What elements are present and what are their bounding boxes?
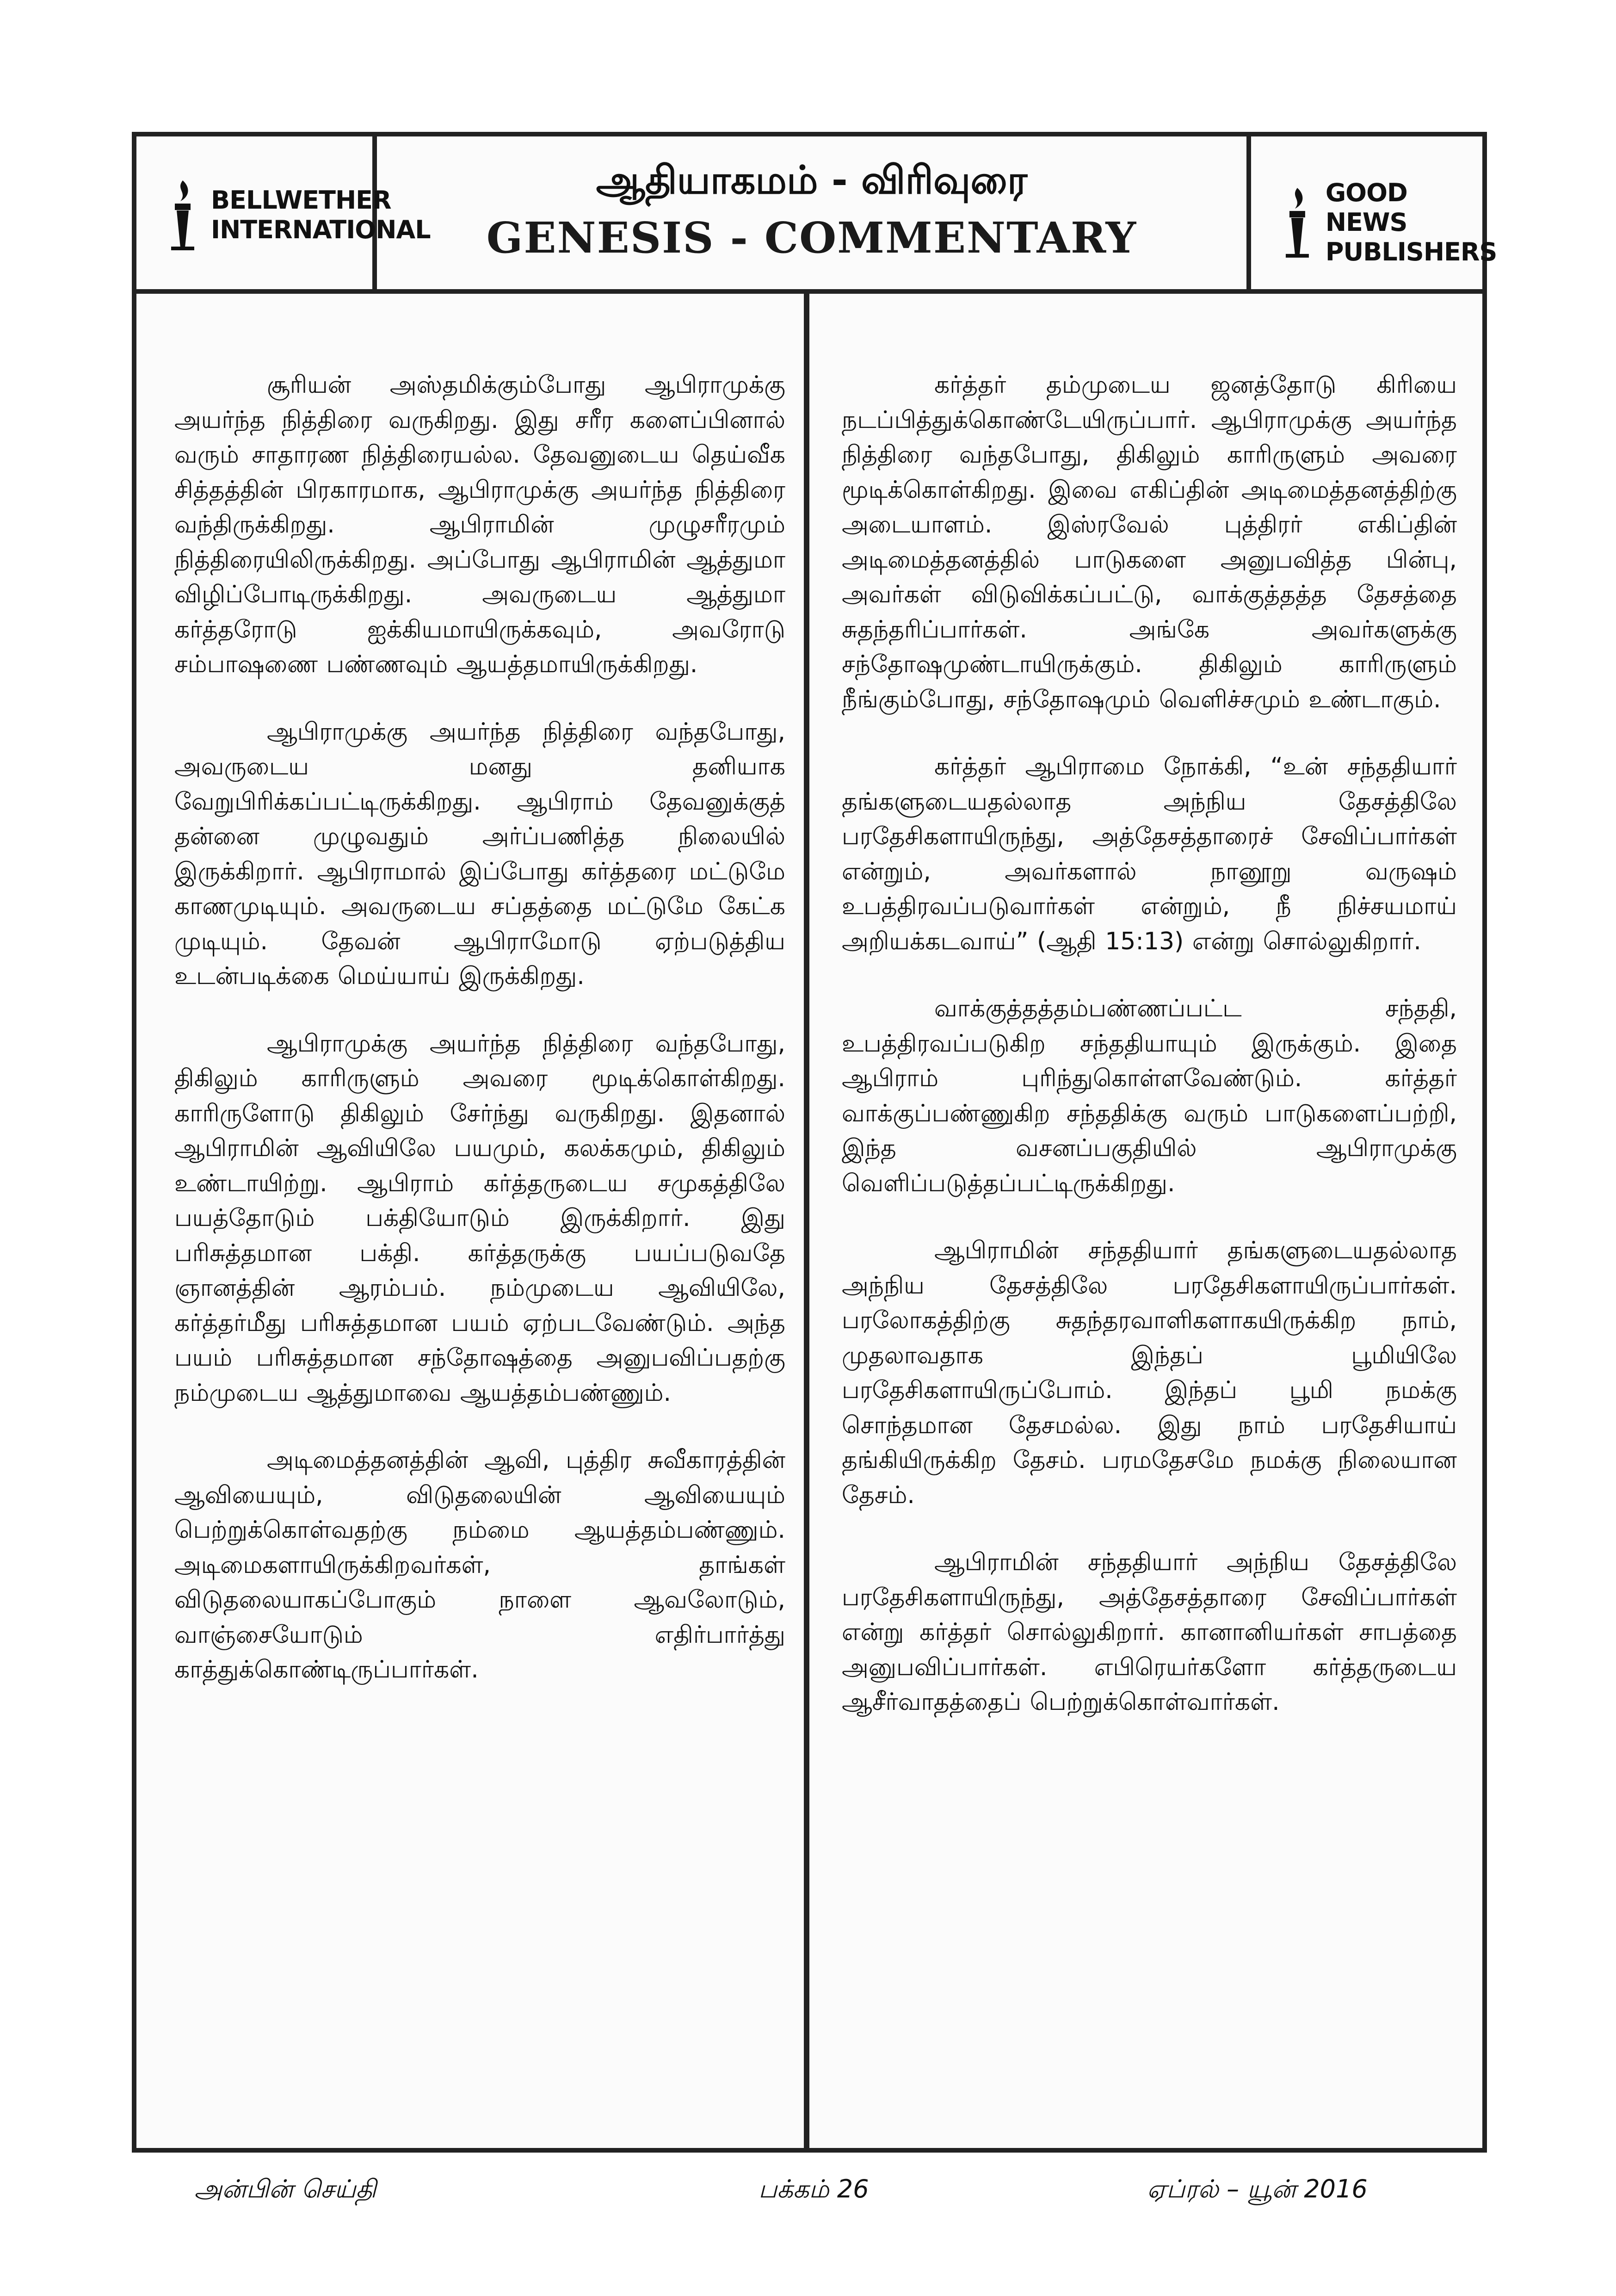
page-frame <box>132 132 1497 2153</box>
left-logo-line2: INTERNATIONAL <box>211 215 431 244</box>
good-news-logo <box>1277 178 1497 267</box>
right-logo-line2: PUBLISHERS <box>1325 237 1497 266</box>
paragraph: சூரியன் அஸ்தமிக்கும்போது ஆபிராமுக்கு அயர்ந்த நித்திரை வருகிறது. இது சரீர களைப்பினால் வரும் சாதாரண நித்திரையல்ல. தேவனுடைய தெய்வீக சித்தத்தின் பிரகாரமாக, ஆபிராமுக்கு அயர்ந்த நித்திரை வந்திருக்கிறது. ஆபிராமின் முழுசரீரமும் நித்திரையிலிருக்கிறது. அப்போது ஆபிராமின் ஆத்துமா விழிப்போடிருக்கிறது. அவருடைய ஆத்துமா கர்த்தரோடு ஐக்கியமாயிருக்கவும், அவரோடு சம்பாஷணை பண்ணவும் ஆயத்தமாயிருக்கிறது. <box>174 371 785 678</box>
title-english: GENESIS - COMMENTARY <box>486 213 1137 263</box>
title-cell <box>377 136 1251 289</box>
paragraph: கர்த்தர் ஆபிராமை நோக்கி, “உன் சந்ததியார் தங்களுடையதல்லாத அந்நிய தேசத்திலே பரதேசிகளாயிருந்து, அத்தேசத்தாரைச் சேவிப்பார்கள் என்றும், அவர்களால் நானூறு வருஷம் உபத்திரவப்படுவார்கள் என்றும், நீ நிச்சயமாய் அறியக்கடவாய்” (ஆதி 15:13) என்று சொல்லுகிறார். <box>842 753 1457 955</box>
page-header <box>136 136 1497 294</box>
paragraph: ஆபிராமுக்கு அயர்ந்த நித்திரை வந்தபோது, அவருடைய மனது தனியாக வேறுபிரிக்கப்பட்டிருக்கிறது. ஆபிராம் தேவனுக்குத் தன்னை முழுவதும் அர்ப்பணித்த நிலையில் இருக்கிறார். ஆபிராமால் இப்போது கர்த்தரை மட்டுமே காணமுடியும். அவருடைய சப்தத்தை மட்டுமே கேட்க முடியும். தேவன் ஆபிராமோடு ஏற்படுத்திய உடன்படிக்கை மெய்யாய் இருக்கிறது. <box>174 718 785 990</box>
footer-magazine-name: அன்பின் செய்தி <box>194 2174 376 2203</box>
paragraph: அடிமைத்தனத்தின் ஆவி, புத்திர சுவீகாரத்தின் ஆவியையும், விடுதலையின் ஆவியையும் பெற்றுக்கொள்வதற்கு நம்மை ஆயத்தம்பண்ணும். அடிமைகளாயிருக்கிறவர்கள், தாங்கள் விடுதலையாகப்போகும் நாளை ஆவலோடும், வாஞ்சையோடும் எதிர்பார்த்து காத்துக்கொண்டிருப்பார்கள். <box>174 1446 785 1683</box>
right-column <box>809 289 1482 2148</box>
torch-icon <box>1277 186 1318 260</box>
left-logo-cell <box>136 136 431 289</box>
paragraph: கர்த்தர் தம்முடைய ஜனத்தோடு கிரியை நடப்பித்துக்கொண்டேயிருப்பார். ஆபிராமுக்கு அயர்ந்த நித்திரை வந்தபோது, திகிலும் காரிருளும் அவரை மூடிக்கொள்கிறது. இவை எகிப்தின் அடிமைத்தனத்திற்கு அடையாளம். இஸ்ரவேல் புத்திரர் எகிப்தின் அடிமைத்தனத்தில் பாடுகளை அனுபவித்த பின்பு, அவர்கள் விடுவிக்கப்பட்டு, வாக்குத்தத்த தேசத்தை சுதந்தரிப்பார்கள். அங்கே அவர்களுக்கு சந்தோஷமுண்டாயிருக்கும். திகிலும் காரிருளும் நீங்கும்போது, சந்தோஷமும் வெளிச்சமும் உண்டாகும். <box>842 371 1457 713</box>
footer-page-number: பக்கம் 26 <box>759 2174 869 2203</box>
left-column <box>136 289 809 2148</box>
title-tamil: ஆதியாகமம் - விரிவுரை <box>596 157 1028 203</box>
footer-issue-date: ஏப்ரல் – யூன் 2016 <box>1147 2174 1368 2203</box>
right-logo-cell <box>1251 136 1497 289</box>
paragraph: ஆபிராமின் சந்ததியார் அந்நிய தேசத்திலே பரதேசிகளாயிருந்து, அத்தேசத்தாரை சேவிப்பார்கள் என்று கர்த்தர் சொல்லுகிறார். கானானியர்கள் சாபத்தை அனுபவிப்பார்கள். எபிரெயர்களோ கர்த்தருடைய ஆசீர்வாதத்தைப் பெற்றுக்கொள்வார்கள். <box>842 1548 1457 1716</box>
paragraph: ஆபிராமின் சந்ததியார் தங்களுடையதல்லாத அந்நிய தேசத்திலே பரதேசிகளாயிருப்பார்கள். பரலோகத்திற்கு சுதந்தரவாளிகளாகயிருக்கிற நாம், முதலாவதாக இந்தப் பூமியிலே பரதேசிகளாயிருப்போம். இந்தப் பூமி நமக்கு சொந்தமான தேசமல்ல. இது நாம் பரதேசியாய் தங்கியிருக்கிற தேசம். பரமதேசமே நமக்கு நிலையான தேசம். <box>842 1237 1457 1509</box>
left-logo-line1: BELLWETHER <box>211 186 391 215</box>
page-footer <box>0 2174 1616 2216</box>
torch-icon <box>162 178 204 252</box>
right-logo-line1: GOOD NEWS <box>1325 178 1407 237</box>
paragraph: ஆபிராமுக்கு அயர்ந்த நித்திரை வந்தபோது, திகிலும் காரிருளும் அவரை மூடிக்கொள்கிறது. காரிருளோடு திகிலும் சேர்ந்து வருகிறது. இதனால் ஆபிராமின் ஆவியிலே பயமும், கலக்கமும், திகிலும் உண்டாயிற்று. ஆபிராம் கர்த்தருடைய சமுகத்திலே பயத்தோடும் பக்தியோடும் இருக்கிறார். இது பரிசுத்தமான பக்தி. கர்த்தருக்கு பயப்படுவதே ஞானத்தின் ஆரம்பம். நம்முடைய ஆவியிலே, கர்த்தர்மீது பரிசுத்தமான பயம் ஏற்படவேண்டும். அந்த பயம் பரிசுத்தமான சந்தோஷத்தை அனுபவிப்பதற்கு நம்முடைய ஆத்துமாவை ஆயத்தம்பண்ணும். <box>174 1029 785 1407</box>
paragraph: வாக்குத்தத்தம்பண்ணப்பட்ட சந்ததி, உபத்திரவப்படுகிற சந்ததியாயும் இருக்கும். இதை ஆபிராம் புரிந்துகொள்ளவேண்டும். கர்த்தர் வாக்குப்பண்ணுகிற சந்ததிக்கு வரும் பாடுகளைப்பற்றி, இந்த வசனப்பகுதியில் ஆபிராமுக்கு வெளிப்படுத்தப்பட்டிருக்கிறது. <box>842 995 1457 1197</box>
article-body <box>136 289 1482 2148</box>
